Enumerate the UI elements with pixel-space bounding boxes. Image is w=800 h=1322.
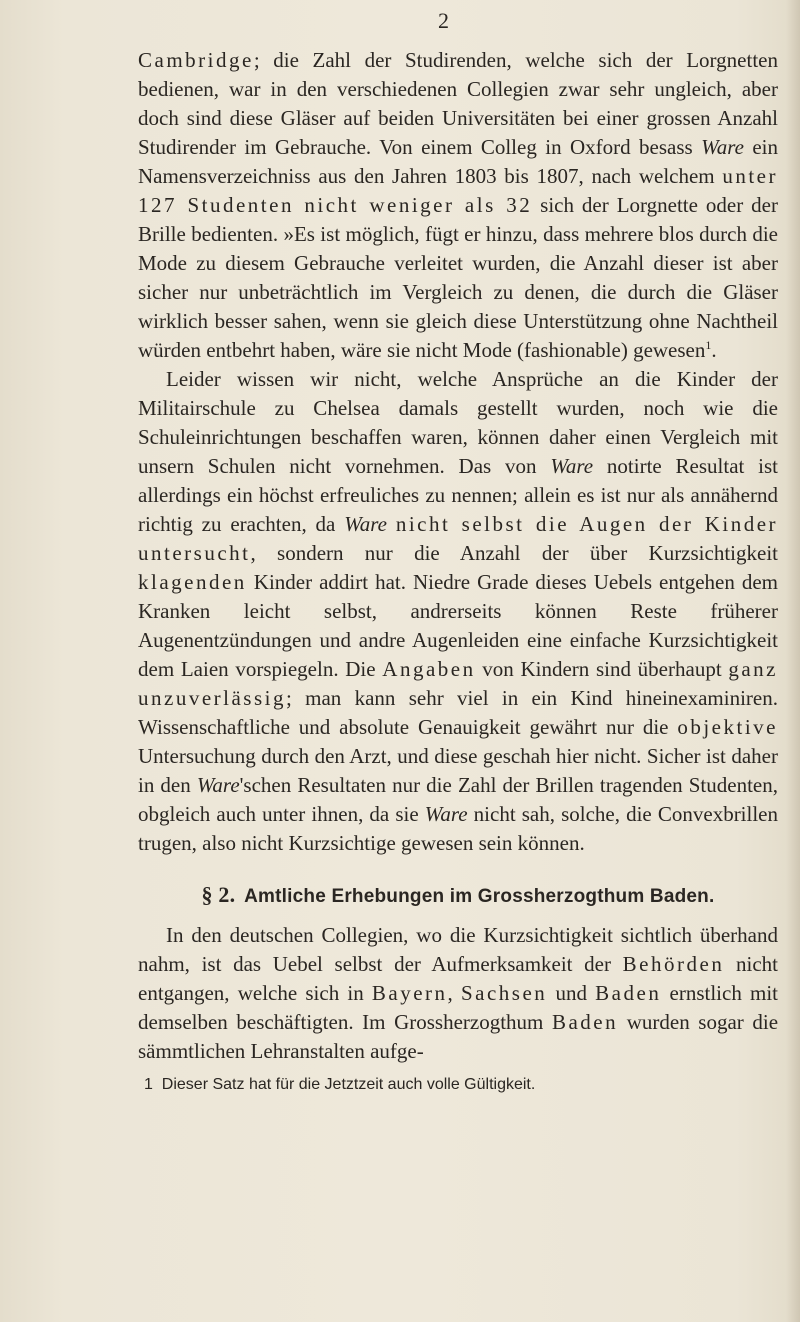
place-name: Sachsen	[460, 981, 548, 1005]
page-edge-shadow	[786, 0, 800, 1322]
footnote-text: Dieser Satz hat für die Jetztzeit auch volle Gültigkeit.	[161, 1076, 536, 1093]
emphasis-text: klagenden	[138, 570, 247, 594]
paragraph-3: In den deutschen Collegien, wo die Kurzsichtigkeit sichtlich überhand nahm, ist das Uebel selbst der Aufmerksamkeit der Behörden nicht entgangen, welche sich in Bayern, Sachsen und Baden ernstlich mit demselben beschäftigten. Im Grossherzogthum Baden wurden sogar die sämmtlichen Lehranstalten aufge-	[138, 923, 779, 1063]
author-name: Ware	[424, 802, 468, 826]
author-name: Ware	[701, 135, 744, 159]
body-text	[138, 46, 778, 1096]
page-number: 2	[438, 8, 449, 33]
emphasis-text: Angaben	[382, 657, 476, 681]
emphasis-text: Behörden	[622, 952, 725, 976]
place-name: Baden	[595, 981, 662, 1005]
footnote-reference: 1	[705, 338, 712, 352]
emphasis-text: ganz unzuverlässig	[138, 657, 778, 710]
section-number: § 2.	[201, 882, 236, 907]
place-name: Cambridge	[138, 48, 254, 72]
section-heading	[138, 880, 778, 911]
emphasis-text: nicht selbst die Augen der Kinder untersucht	[138, 512, 779, 565]
author-name: Ware	[344, 512, 387, 536]
author-name: Ware	[196, 773, 240, 797]
emphasis-text: unter 127 Studenten nicht weniger als 32	[138, 164, 778, 217]
paragraph-2: Leider wissen wir nicht, welche Ansprüche an die Kinder der Militairschule zu Chelsea damals gestellt wurden, noch wie die Schuleinrichtungen beschaffen waren, können daher einen Vergleich mit unsern Schulen nicht vornehmen. Das von Ware notirte Resultat ist allerdings ein höchst erfreuliches zu nennen; allein es ist nur als annähernd richtig zu erachten, da Ware nicht selbst die Augen der Kinder untersucht, sondern nur die Anzahl der über Kurzsichtigkeit klagenden Kinder addirt hat. Niedre Grade dieses Uebels entgehen dem Kranken leicht selbst, andrerseits können Reste früherer Augenentzündungen und andre Augenleiden eine einfache Kurzsichtigkeit dem Laien vorspiegeln. Die Angaben von Kindern sind überhaupt ganz unzuverlässig; man kann sehr viel in ein Kind hineinexaminiren. Wissenschaftliche und absolute Genauigkeit gewährt nur die objektive Untersuchung durch den Arzt, und diese geschah hier nicht. Sicher ist daher in den Ware'schen Resultaten nur die Zahl der Brillen tragenden Studenten, obgleich auch unter ihnen, da sie Ware nicht sah, solche, die Convexbrillen trugen, also nicht Kurzsichtige gewesen sein können.	[138, 367, 779, 855]
footnote-marker: 1	[144, 1076, 153, 1093]
place-name: Bayern	[371, 981, 448, 1005]
paragraph-1: Cambridge; die Zahl der Studirenden, welche sich der Lorgnetten bedienen, war in den verschiedenen Collegien zwar sehr ungleich, aber doch sind diese Gläser auf beiden Universitäten bei einer grossen Anzahl Studirender im Gebrauche. Von einem Colleg in Oxford besass Ware ein Namensverzeichniss aus den Jahren 1803 bis 1807, nach welchem unter 127 Studenten nicht weniger als 32 sich der Lorgnette oder der Brille bedienten. »Es ist möglich, fügt er hinzu, dass mehrere blos durch die Mode zu diesem Gebrauche verleitet wurden, die Anzahl dieser ist aber sicher nur unbeträchtlich im Vergleich zu denen, die durch die Gläser wirklich besser sahen, wenn sie gleich diese Unterstützung ohne Nachtheil würden entbehrt haben, wäre sie nicht Mode (fashionable) gewesen$^1$.	[138, 48, 778, 362]
place-name: Baden	[551, 1010, 619, 1034]
author-name: Ware	[550, 454, 594, 478]
section-title: Amtliche Erhebungen im Grossherzogthum Baden.	[244, 886, 715, 907]
footnote	[138, 1074, 778, 1096]
emphasis-text: objektive	[677, 715, 778, 739]
